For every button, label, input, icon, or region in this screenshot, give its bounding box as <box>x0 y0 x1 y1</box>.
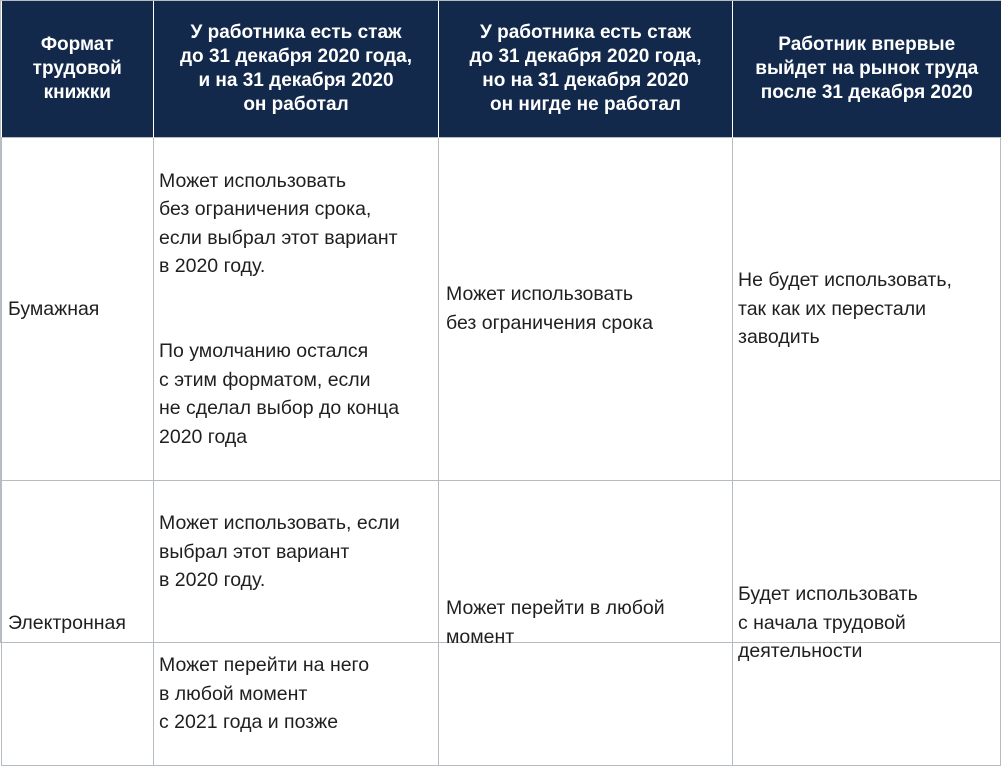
header-worked-on-dec31: У работника есть стаж до 31 декабря 2020 года, и на 31 декабря 2020 он работал <box>154 1 439 138</box>
header-row <box>2 1 1001 138</box>
cell-paragraph: Может использовать, если выбрал этот вариант в 2020 году. <box>159 512 400 591</box>
cell-worked-on-dec31 <box>154 480 439 766</box>
row-format-cell: Электронная <box>2 480 154 766</box>
cell-first-job-after-2020: Будет использовать с начала трудовой деятельности <box>733 480 1001 766</box>
row-format-cell: Бумажная <box>2 138 154 481</box>
header-not-worked-on-dec31: У работника есть стаж до 31 декабря 2020 года, но на 31 декабря 2020 он нигде не работал <box>439 1 733 138</box>
cell-paragraph: По умолчанию остался с этим форматом, если не сделал выбор до конца 2020 года <box>159 340 400 448</box>
cell-first-job-after-2020: Не будет использовать, так как их перестали заводить <box>733 138 1001 481</box>
table-row <box>2 138 1001 481</box>
cell-paragraph: Может перейти на него в любой момент с 2021 года и позже <box>159 654 370 733</box>
cell-paragraph: Может использовать без ограничения срока, если выбрал этот вариант в 2020 году. <box>159 169 398 277</box>
cell-not-worked-on-dec31: Может перейти в любой момент <box>439 480 733 766</box>
header-format: Формат трудовой книжки <box>2 1 154 138</box>
table-body <box>2 138 1001 766</box>
cell-not-worked-on-dec31: Может использовать без ограничения срока <box>439 138 733 481</box>
table-header <box>2 1 1001 138</box>
table-row <box>2 480 1001 766</box>
header-first-job-after-2020: Работник впервые выйдет на рынок труда после 31 декабря 2020 <box>733 1 1001 138</box>
work-book-format-table <box>1 1 1001 766</box>
cell-worked-on-dec31 <box>154 138 439 481</box>
